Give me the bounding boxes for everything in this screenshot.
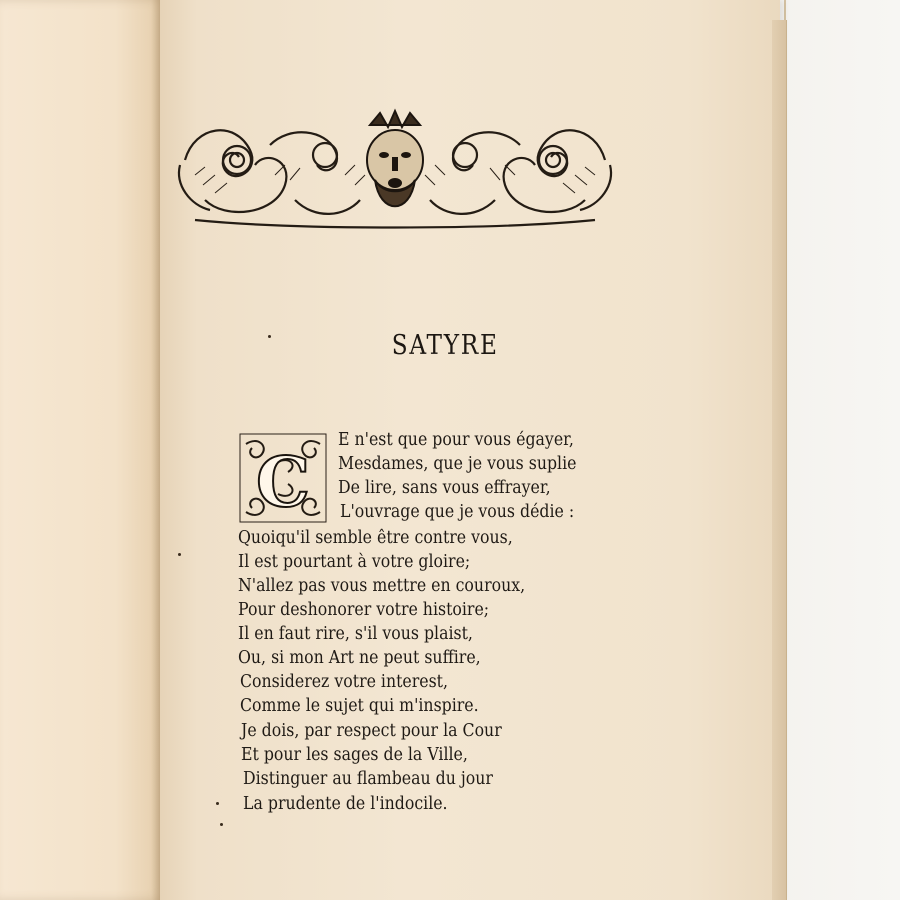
paper-speck [178, 553, 181, 556]
poem-line-14: Et pour les sages de la Ville, [241, 745, 468, 765]
poem-line-4: L'ouvrage que je vous dédie : [340, 502, 575, 522]
paper-speck [216, 802, 219, 805]
paper-speck [220, 823, 223, 826]
poem-line-7: N'allez pas vous mettre en couroux, [238, 576, 526, 596]
left-facing-page [0, 0, 165, 900]
paper-speck [268, 335, 271, 338]
dropcap-letter: C [255, 443, 311, 523]
dropcap-ornament [238, 432, 328, 524]
poem-line-1: E n'est que pour vous égayer, [338, 430, 574, 450]
poem-line-13: Je dois, par respect pour la Cour [241, 721, 502, 741]
poem-line-3: De lire, sans vous effrayer, [338, 478, 551, 498]
poem-line-6: Il est pourtant à votre gloire; [238, 552, 471, 572]
grotesque-mask-headpiece-icon [175, 105, 615, 235]
dropcap-c-icon [238, 432, 328, 524]
page-stack-edge [772, 20, 787, 900]
poem-line-5: Quoiqu'il semble être contre vous, [238, 528, 513, 548]
poem-title-text: SATYRE [391, 330, 499, 361]
headpiece-ornament [175, 105, 615, 235]
poem-line-16: La prudente de l'indocile. [243, 794, 448, 814]
poem-line-11: Considerez votre interest, [240, 672, 449, 692]
poem-line-8: Pour deshonorer votre histoire; [238, 600, 490, 620]
poem-line-2: Mesdames, que je vous suplie [338, 454, 577, 474]
poem-line-12: Comme le sujet qui m'inspire. [240, 696, 479, 716]
poem-line-10: Ou, si mon Art ne peut suffire, [238, 648, 481, 668]
poem-title [0, 330, 895, 361]
poem-line-15: Distinguer au flambeau du jour [243, 769, 493, 789]
poem-line-9: Il en faut rire, s'il vous plaist, [238, 624, 473, 644]
